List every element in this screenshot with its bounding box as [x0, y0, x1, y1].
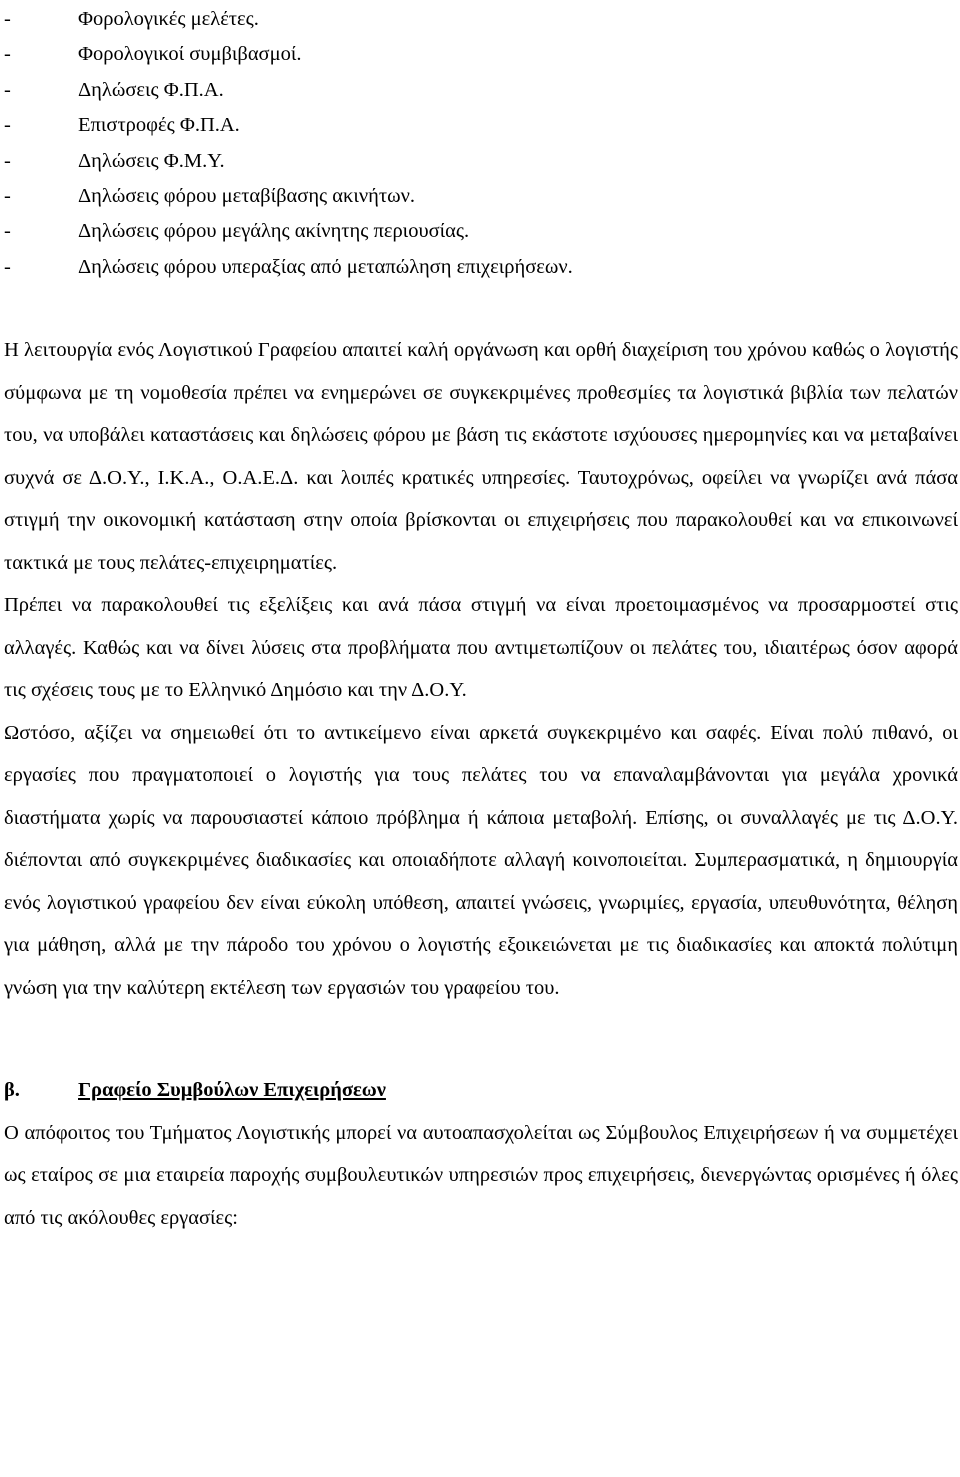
bullet-text: Δηλώσεις Φ.Μ.Υ. [78, 149, 225, 172]
section-heading [4, 1069, 958, 1112]
bullet-text: Επιστροφές Φ.Π.Α. [78, 114, 240, 137]
bullet-dash: - [4, 114, 11, 137]
bullet-dash: - [4, 43, 11, 66]
bullet-dash: - [4, 220, 11, 243]
bullet-dash: - [4, 8, 11, 30]
bullet-text: Δηλώσεις φόρου μεγάλης ακίνητης περιουσίας. [78, 220, 470, 243]
section-paragraph: Ο απόφοιτος του Τμήματος Λογιστικής μπορεί να αυτοαπασχολείται ως Σύμβουλος Επιχειρήσεων ή να συμμετέχει ως εταίρος σε μια εταιρεία παροχής συμβουλευτικών υπηρεσιών προς επιχειρήσεις, διενεργώντας ορισμένες ή όλες από τις ακόλουθες εργασίες: [4, 1121, 958, 1229]
section-letter: β. [4, 1079, 20, 1102]
bullet-dash: - [4, 78, 11, 101]
section-title: Γραφείο Συμβούλων Επιχειρήσεων [78, 1079, 386, 1102]
bullet-item [4, 108, 958, 143]
bullet-item [4, 37, 958, 72]
bullet-item [4, 73, 958, 108]
bullet-text: Δηλώσεις φόρου υπεραξίας από μεταπώληση επιχειρήσεων. [78, 255, 573, 278]
bullet-item [4, 179, 958, 214]
body-paragraph: Ωστόσο, αξίζει να σημειωθεί ότι το αντικείμενο είναι αρκετά συγκεκριμένο και σαφές. Είναι πολύ πιθανό, οι εργασίες που πραγματοποιεί ο λογιστής για τους πελάτες του να επαναλαμβάνονται για μεγάλα χρονικά διαστήματα χωρίς να παρουσιαστεί κάποιο πρόβλημα ή κάποια μεταβολή. Επίσης, οι συναλλαγές με τις Δ.Ο.Υ. διέπονται από συγκεκριμένες διαδικασίες και οποιαδήποτε αλλαγή κοινοποιείται. Συμπερασματικά, η δημιουργία ενός λογιστικού γραφείου δεν είναι εύκολη υπόθεση, απαιτεί γνώσεις, γνωριμίες, εργασία, υπευθυνότητα, θέληση για μάθηση, αλλά με την πάροδο του χρόνου ο λογιστής εξοικειώνεται με τις διαδικασίες και αποκτά πολύτιμη γνώση για την καλύτερη εκτέλεση των εργασιών του γραφείου του. [4, 721, 958, 999]
bullet-item [4, 214, 958, 249]
bullet-text: Δηλώσεις Φ.Π.Α. [78, 78, 224, 101]
services-bullet-list [4, 0, 958, 285]
bullet-item [4, 144, 958, 179]
bullet-text: Φορολογικοί συμβιβασμοί. [78, 43, 302, 66]
bullet-dash: - [4, 255, 11, 278]
bullet-text: Δηλώσεις φόρου μεταβίβασης ακινήτων. [78, 185, 415, 208]
body-paragraph: Πρέπει να παρακολουθεί τις εξελίξεις και ανά πάσα στιγμή να είναι προετοιμασμένος να προσαρμοστεί στις αλλαγές. Καθώς και να δίνει λύσεις στα προβλήματα που αντιμετωπίζουν οι πελάτες του, ιδιαιτέρως όσον αφορά τις σχέσεις τους με το Ελληνικό Δημόσιο και την Δ.Ο.Υ. [4, 594, 958, 702]
bullet-text: Φορολογικές μελέτες. [78, 8, 259, 30]
bullet-dash: - [4, 185, 11, 208]
bullet-item [4, 2, 958, 37]
bullet-dash: - [4, 149, 11, 172]
body-paragraph: Η λειτουργία ενός Λογιστικού Γραφείου απαιτεί καλή οργάνωση και ορθή διαχείριση του χρόνου καθώς ο λογιστής σύμφωνα με τη νομοθεσία πρέπει να ενημερώνει σε συγκεκριμένες προθεσμίες τα λογιστικά βιβλία των πελατών του, να υποβάλει καταστάσεις και δηλώσεις φόρου με βάση τις εκάστοτε ισχύουσες ημερομηνίες και να μεταβαίνει συχνά σε Δ.Ο.Υ., Ι.Κ.Α., Ο.Α.Ε.Δ. και λοιπές κρατικές υπηρεσίες. Ταυτοχρόνως, οφείλει να γνωρίζει ανά πάσα στιγμή την οικονομική κατάσταση στην οποία βρίσκονται οι επιχειρήσεις που παρακολουθεί και να επικοινωνεί τακτικά με τους πελάτες-επιχειρηματίες. [4, 339, 958, 574]
bullet-item [4, 250, 958, 285]
